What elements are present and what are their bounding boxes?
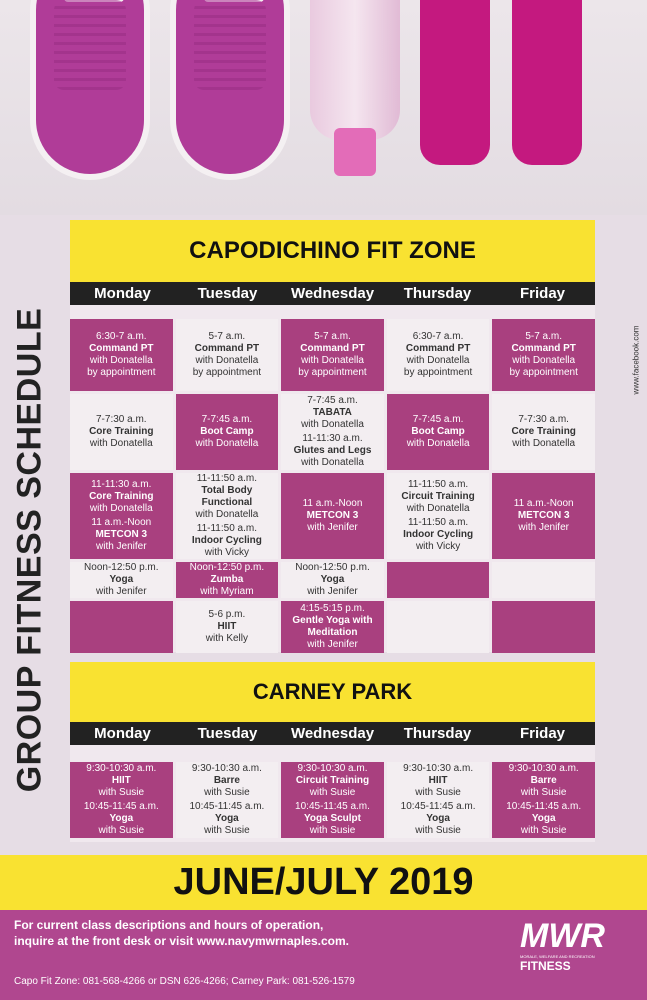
class-entry (303, 498, 363, 534)
water-bottle-image (310, 0, 400, 140)
class-time: 9:30-10:30 a.m. (297, 763, 368, 774)
class-time: 5-6 p.m. (208, 609, 246, 620)
class-time: 9:30-10:30 a.m. (403, 763, 474, 774)
class-name: Yoga (109, 813, 134, 824)
schedule-cell (492, 762, 595, 838)
mwr-logo-tagline: MORALE, WELFARE AND RECREATION (520, 954, 595, 959)
class-time: 11-11:50 a.m. (196, 473, 257, 484)
class-detail: with Susie (520, 787, 567, 798)
class-name: HIIT (428, 775, 448, 786)
class-name: Yoga Sculpt (303, 813, 361, 824)
class-detail: with Donatella (406, 503, 470, 514)
class-name: Core Training (89, 426, 154, 437)
class-name: Yoga (426, 813, 450, 824)
schedule-cell (387, 319, 490, 391)
day-friday: Friday (519, 285, 565, 302)
class-detail: with Susie (415, 787, 461, 798)
schedule-cell (492, 394, 595, 470)
class-name: Command PT (194, 343, 260, 354)
capodichino-schedule (70, 220, 595, 652)
schedule-cell (70, 319, 173, 391)
schedule-cell (70, 394, 173, 470)
class-detail: with Donatella (195, 438, 259, 449)
schedule-cell (281, 601, 384, 653)
class-detail: with Donatella (89, 355, 153, 366)
day-wednesday: Wednesday (290, 725, 375, 742)
class-name: Command PT (511, 343, 576, 354)
schedule-cell (492, 601, 595, 653)
class-entry (193, 331, 261, 379)
facebook-link[interactable]: www.facebook.com (631, 325, 641, 395)
class-name: TABATA (313, 407, 352, 418)
class-detail: with Donatella (406, 438, 470, 449)
class-entry (89, 414, 153, 450)
class-name: Command PT (405, 343, 471, 354)
class-name: Total Body Functional (201, 485, 253, 508)
class-name: Yoga (531, 813, 556, 824)
class-time: 11 a.m.-Noon (302, 498, 363, 509)
schedule-cell (70, 601, 173, 653)
class-entry (190, 562, 265, 598)
class-entry (296, 763, 369, 799)
carney-day-header (70, 722, 595, 745)
day-monday: Monday (94, 285, 151, 302)
class-time: 9:30-10:30 a.m. (508, 763, 579, 774)
class-time: 10:45-11:45 a.m. (189, 801, 265, 812)
class-time: 10:45-11:45 a.m. (295, 801, 370, 812)
class-entry (294, 433, 372, 469)
class-detail: with Donatella (301, 457, 364, 468)
class-detail: with Jenifer (518, 522, 569, 533)
carney-schedule (70, 662, 595, 842)
class-detail: with Susie (309, 825, 356, 836)
capodichino-title: CAPODICHINO FIT ZONE (70, 220, 595, 282)
class-detail: with Jenifer (96, 586, 147, 597)
class-entry (295, 801, 370, 837)
class-entry (89, 479, 153, 515)
dumbbell-right-image (512, 0, 582, 165)
class-name: HIIT (217, 621, 237, 632)
schedule-cell (281, 562, 384, 598)
capodichino-grid (70, 319, 595, 653)
class-name: Zumba (210, 574, 244, 585)
class-time: 11-11:50 a.m. (407, 517, 469, 528)
class-entry (401, 801, 476, 837)
class-name: Boot Camp (200, 426, 254, 437)
schedule-cell (70, 562, 173, 598)
day-monday: Monday (94, 725, 151, 742)
class-time: 10:45-11:45 a.m. (506, 801, 582, 812)
class-detail: with Susie (204, 787, 250, 798)
day-thursday: Thursday (403, 285, 472, 302)
schedule-cell (176, 601, 279, 653)
class-detail: with Susie (98, 787, 145, 798)
class-time: 7-7:30 a.m. (518, 414, 569, 425)
sneaker-left-image (30, 0, 150, 180)
mwr-logo-fitness: FITNESS (520, 959, 571, 973)
class-name: Barre (530, 775, 557, 786)
schedule-cell (492, 473, 595, 559)
class-detail: with Susie (520, 825, 567, 836)
schedule-cell (387, 562, 490, 598)
class-time: 11-11:30 a.m. (91, 479, 152, 490)
class-time: 11 a.m.-Noon (513, 498, 574, 509)
class-name: HIIT (111, 775, 131, 786)
day-thursday: Thursday (403, 725, 472, 742)
class-time: 11-11:30 a.m. (302, 433, 363, 444)
class-name: Boot Camp (411, 426, 465, 437)
class-detail: with Jenifer (307, 522, 358, 533)
capodichino-day-header (70, 282, 595, 305)
schedule-cell (281, 319, 384, 391)
class-entry (511, 414, 575, 450)
class-entry (206, 609, 248, 645)
day-wednesday: Wednesday (290, 285, 375, 302)
class-detail: by appointment (509, 367, 578, 378)
class-entry (404, 331, 472, 379)
schedule-cell (387, 601, 490, 653)
mwr-logo (520, 918, 630, 992)
class-entry (192, 763, 262, 799)
class-detail: with Donatella (512, 438, 576, 449)
class-name: Command PT (89, 343, 154, 354)
schedule-cell (387, 394, 490, 470)
class-name: METCON 3 (95, 529, 148, 540)
class-name: METCON 3 (306, 510, 359, 521)
class-detail: with Donatella (89, 438, 153, 449)
class-detail: with Jenifer (307, 639, 358, 650)
carney-grid (70, 762, 595, 838)
class-entry (401, 479, 474, 515)
class-time: 10:45-11:45 a.m. (83, 801, 159, 812)
bottle-cap-image (334, 128, 376, 176)
class-time: 5-7 a.m. (208, 331, 246, 342)
hero-photo (0, 0, 647, 215)
month-banner: JUNE/JULY 2019 (0, 855, 647, 910)
class-entry (189, 801, 264, 837)
day-friday: Friday (519, 725, 565, 742)
schedule-cell (176, 394, 279, 470)
class-entry (281, 603, 384, 651)
class-detail: with Donatella (301, 355, 364, 366)
class-name: Core Training (89, 491, 154, 502)
schedule-cell (70, 473, 173, 559)
class-name: Command PT (300, 343, 365, 354)
schedule-cell (492, 562, 595, 598)
class-time: 10:45-11:45 a.m. (400, 801, 476, 812)
class-detail: with Vicky (415, 541, 461, 552)
class-entry (298, 331, 366, 379)
class-name: Indoor Cycling (191, 535, 262, 546)
schedule-cell (176, 473, 279, 559)
class-entry (84, 801, 159, 837)
class-time: 7-7:45 a.m. (412, 414, 464, 425)
class-entry (192, 523, 262, 559)
day-tuesday: Tuesday (197, 725, 258, 742)
class-name: Core Training (511, 426, 576, 437)
class-detail: by appointment (192, 367, 262, 378)
class-entry (176, 473, 279, 521)
class-entry (295, 562, 370, 598)
class-entry (301, 395, 364, 431)
class-name: Barre (213, 775, 240, 786)
class-name: Yoga (215, 813, 239, 824)
class-name: Yoga (320, 574, 345, 585)
class-time: 4:15-5:15 p.m. (300, 603, 365, 614)
class-detail: by appointment (403, 367, 473, 378)
class-time: 5-7 a.m. (525, 331, 563, 342)
schedule-cell (176, 562, 279, 598)
class-name: Circuit Training (295, 775, 370, 786)
footer-info-line1: For current class descriptions and hours of operation, (14, 918, 324, 932)
class-time: Noon-12:50 p.m. (295, 562, 370, 573)
dumbbell-left-image (420, 0, 490, 165)
class-detail: with Susie (309, 787, 356, 798)
class-detail: with Kelly (205, 633, 249, 644)
side-title: GROUP FITNESS SCHEDULE (10, 307, 49, 793)
class-entry (91, 517, 151, 553)
class-name: METCON 3 (517, 510, 570, 521)
class-detail: by appointment (87, 367, 156, 378)
class-time: 7-7:30 a.m. (95, 414, 147, 425)
schedule-cell (176, 319, 279, 391)
class-time: 11-11:50 a.m. (407, 479, 469, 490)
class-name: Indoor Cycling (403, 529, 474, 540)
class-time: 7-7:45 a.m. (201, 414, 253, 425)
class-entry (506, 801, 581, 837)
mwr-logo-text: MWR (520, 917, 605, 955)
class-name: Yoga (109, 574, 134, 585)
class-detail: with Myriam (200, 586, 254, 597)
class-time: Noon-12:50 p.m. (189, 562, 265, 573)
sneaker-right-image (170, 0, 290, 180)
class-detail: with Susie (98, 825, 145, 836)
class-entry (87, 331, 155, 379)
class-detail: with Donatella (406, 355, 470, 366)
class-entry (509, 763, 579, 799)
schedule-cell (281, 473, 384, 559)
schedule-cell (387, 473, 490, 559)
schedule-cell (176, 762, 279, 838)
class-detail: with Jenifer (307, 586, 358, 597)
class-name: Gentle Yoga with Meditation (292, 615, 373, 638)
class-entry (403, 517, 473, 553)
schedule-cell (281, 762, 384, 838)
class-entry (195, 414, 258, 450)
footer-info-line2: inquire at the front desk or visit www.navymwrnaples.com. (14, 934, 349, 948)
schedule-cell (492, 319, 595, 391)
class-detail: with Donatella (301, 419, 364, 430)
class-time: 6:30-7 a.m. (95, 331, 147, 342)
class-entry (509, 331, 577, 379)
class-detail: with Susie (204, 825, 250, 836)
schedule-cell (281, 394, 384, 470)
class-time: 5-7 a.m. (314, 331, 351, 342)
class-name: Circuit Training (401, 491, 475, 502)
class-detail: with Susie (415, 825, 461, 836)
class-detail: with Donatella (195, 355, 259, 366)
schedule-cell (70, 762, 173, 838)
class-name: Glutes and Legs (293, 445, 372, 456)
class-time: 7-7:45 a.m. (307, 395, 358, 406)
class-time: 11 a.m.-Noon (91, 517, 152, 528)
class-entry (84, 562, 159, 598)
class-entry (86, 763, 156, 799)
class-detail: with Vicky (204, 547, 250, 558)
schedule-cell (387, 762, 490, 838)
footer-phones: Capo Fit Zone: 081-568-4266 or DSN 626-4266; Carney Park: 081-526-1579 (14, 976, 355, 987)
class-entry (403, 763, 473, 799)
class-detail: with Jenifer (96, 541, 147, 552)
footer (0, 910, 647, 1000)
class-entry (407, 414, 470, 450)
class-detail: with Donatella (89, 503, 153, 514)
class-time: 9:30-10:30 a.m. (191, 763, 262, 774)
class-detail: with Donatella (512, 355, 576, 366)
day-tuesday: Tuesday (197, 285, 258, 302)
class-time: 9:30-10:30 a.m. (86, 763, 157, 774)
class-time: 6:30-7 a.m. (412, 331, 464, 342)
class-detail: by appointment (298, 367, 367, 378)
class-entry (514, 498, 574, 534)
class-detail: with Donatella (195, 509, 259, 520)
class-time: 11-11:50 a.m. (196, 523, 257, 534)
class-time: Noon-12:50 p.m. (84, 562, 159, 573)
carney-title: CARNEY PARK (70, 662, 595, 722)
